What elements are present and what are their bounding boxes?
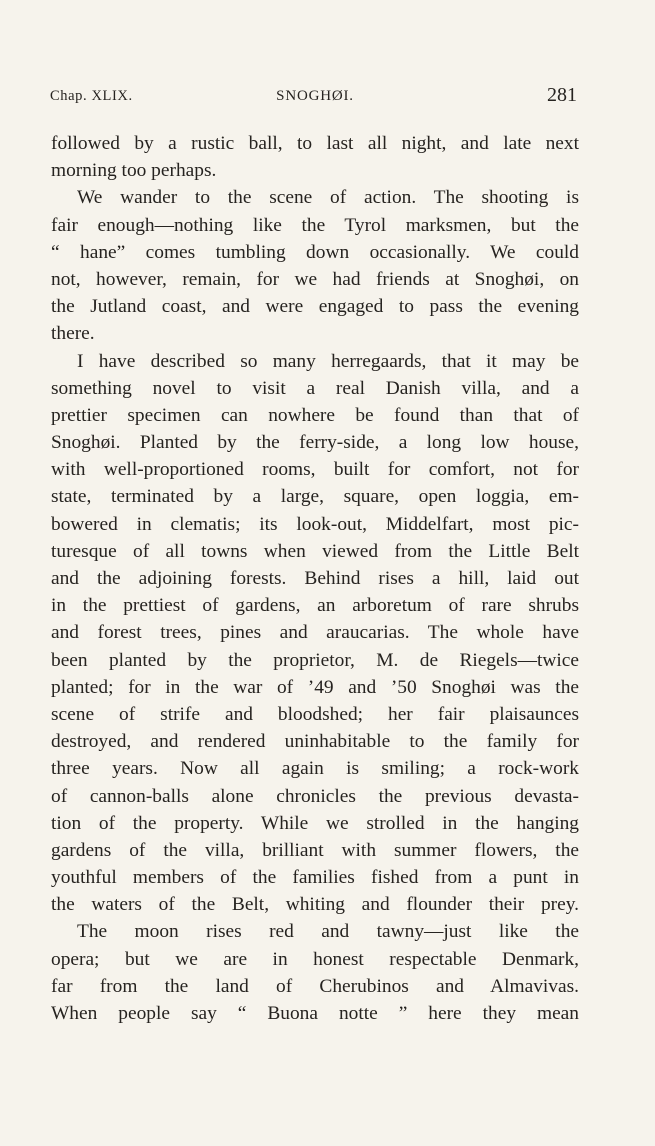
text-line: “ hane” comes tumbling down occasionally. We could <box>51 241 579 263</box>
text-line: gardens of the villa, brilliant with summer flowers, the <box>51 839 579 861</box>
text-line: there. <box>51 323 95 345</box>
text-line: destroyed, and rendered uninhabitable to the family for <box>51 731 579 753</box>
text-line: three years. Now all again is smiling; a rock-work <box>51 758 579 780</box>
text-line: turesque of all towns when viewed from the Little Belt <box>51 540 579 562</box>
text-line: something novel to visit a real Danish villa, and a <box>51 377 579 399</box>
text-line: and forest trees, pines and araucarias. The whole have <box>51 622 579 644</box>
running-title: SNOGHØI. <box>276 88 354 104</box>
text-line: the Jutland coast, and were engaged to pass the evening <box>51 296 579 318</box>
text-line: in the prettiest of gardens, an arboretum of rare shrubs <box>51 595 579 617</box>
text-line: far from the land of Cherubinos and Almavivas. <box>51 975 579 997</box>
chapter-label: Chap. XLIX. <box>50 88 133 104</box>
text-line: tion of the property. While we strolled in the hanging <box>51 812 579 834</box>
text-line: the waters of the Belt, whiting and flounder their prey. <box>51 894 579 916</box>
text-line: been planted by the proprietor, M. de Riegels—twice <box>51 649 579 671</box>
text-line: Snoghøi. Planted by the ferry-side, a long low house, <box>51 432 579 454</box>
text-line: When people say “ Buona notte ” here they mean <box>51 1003 579 1024</box>
text-line: The moon rises red and tawny—just like the <box>77 921 579 943</box>
text-line: state, terminated by a large, square, open loggia, em- <box>51 486 579 508</box>
text-line: We wander to the scene of action. The shooting is <box>77 187 579 209</box>
text-line: fair enough—nothing like the Tyrol marksmen, but the <box>51 214 579 236</box>
text-line: scene of strife and bloodshed; her fair plaisaunces <box>51 703 579 725</box>
text-line: bowered in clematis; its look-out, Middelfart, most pic- <box>51 513 579 535</box>
text-line: youthful members of the families fished from a punt in <box>51 867 579 889</box>
body-text <box>51 130 579 1027</box>
text-line: morning too perhaps. <box>51 160 217 182</box>
text-line: planted; for in the war of ’49 and ’50 Snoghøi was the <box>51 676 579 698</box>
page-number: 281 <box>547 84 577 106</box>
text-line: of cannon-balls alone chronicles the previous devasta- <box>51 785 579 807</box>
text-line: followed by a rustic ball, to last all night, and late next <box>51 133 579 154</box>
text-line: not, however, remain, for we had friends at Snoghøi, on <box>51 268 579 290</box>
text-line: prettier specimen can nowhere be found than that of <box>51 404 579 426</box>
text-line: with well-proportioned rooms, built for comfort, not for <box>51 459 579 481</box>
running-header <box>50 86 580 112</box>
text-line: I have described so many herregaards, that it may be <box>77 350 579 372</box>
text-line: and the adjoining forests. Behind rises a hill, laid out <box>51 568 579 589</box>
text-line: opera; but we are in honest respectable Denmark, <box>51 948 579 970</box>
